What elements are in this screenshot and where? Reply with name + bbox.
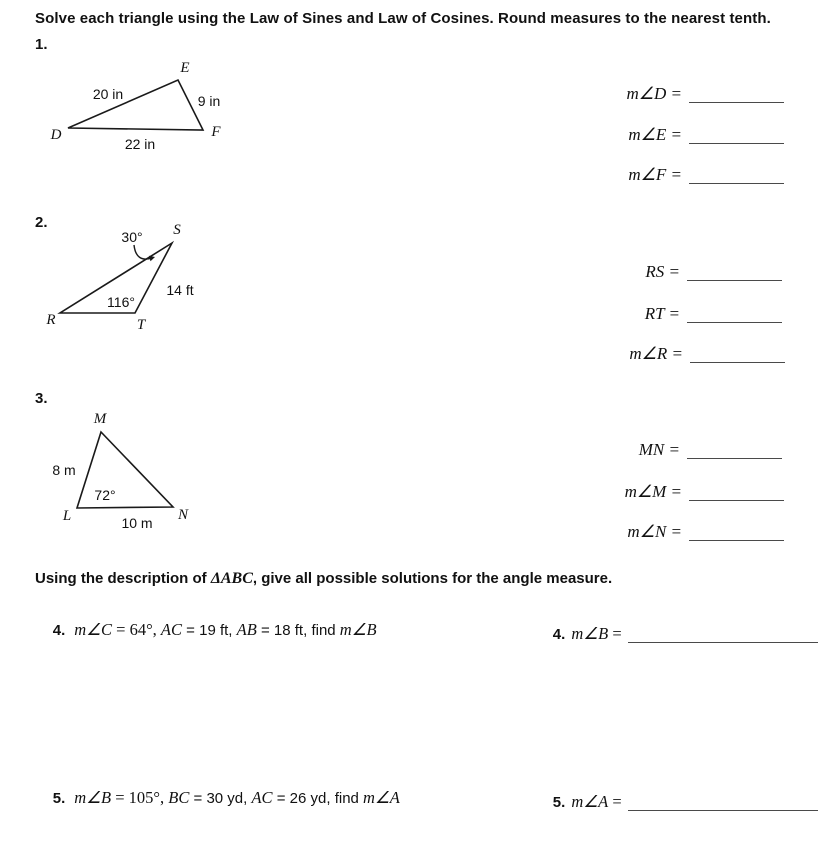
triangle-lmn-figure xyxy=(50,408,200,533)
question5-find-word: find xyxy=(334,790,364,807)
answer-blank-rt[interactable] xyxy=(687,308,782,323)
side-ef-measure: 9 in xyxy=(197,93,221,109)
triangle-def-shape xyxy=(68,80,203,130)
angle-leader-arrowhead xyxy=(149,256,155,261)
answer-label-angle-d: m∠D = xyxy=(626,84,682,103)
question5-answer-blank[interactable] xyxy=(628,796,818,811)
section2-instructions-pre: Using the description of xyxy=(35,570,211,587)
triangle-rst-figure xyxy=(40,222,240,337)
answer-blank-angle-n[interactable] xyxy=(689,526,784,541)
vertex-r-label: R xyxy=(46,312,56,328)
question4-var3: AB xyxy=(236,620,257,639)
problem3-number: 3. xyxy=(35,390,48,407)
question5-answer xyxy=(535,774,818,830)
triangle-def-figure xyxy=(40,55,240,155)
question4-given1: = 64°, xyxy=(112,620,161,639)
question4-var1: m∠C xyxy=(74,620,113,639)
question4-given3: = 18 ft, xyxy=(256,622,312,639)
answer-label-rt: RT = xyxy=(644,304,680,323)
answer-label-angle-e: m∠E = xyxy=(628,125,682,144)
question5-answer-number: 5. xyxy=(552,794,566,811)
question4-given2: = 19 ft, xyxy=(182,622,237,639)
answer-blank-angle-e[interactable] xyxy=(689,129,784,144)
side-df-measure: 22 in xyxy=(124,136,156,152)
question5-var2: BC xyxy=(168,788,190,807)
answer-label-angle-n: m∠N = xyxy=(627,522,682,541)
question4-number: 4. xyxy=(52,622,66,639)
answer-blank-angle-r[interactable] xyxy=(690,348,785,363)
question4-answer-var: m∠B xyxy=(567,624,609,643)
side-de-measure: 20 in xyxy=(92,86,124,102)
question4-answer xyxy=(535,606,818,662)
triangle-abc-symbol: ΔABC xyxy=(210,570,253,587)
question5-target-var: m∠A xyxy=(363,788,400,807)
answer-label-angle-r: m∠R = xyxy=(629,344,683,363)
angle-s-measure: 30° xyxy=(121,229,143,245)
question4-target-var: m∠B xyxy=(339,620,377,639)
side-lm-measure: 8 m xyxy=(52,462,76,478)
vertex-n-label: N xyxy=(177,507,189,523)
question5-given3: = 26 yd, xyxy=(272,790,335,807)
question5-text xyxy=(35,770,400,826)
question4-answer-blank[interactable] xyxy=(628,628,818,643)
answer-blank-mn[interactable] xyxy=(687,444,782,459)
vertex-m-label: M xyxy=(93,411,107,427)
question4-var2: AC xyxy=(160,620,183,639)
answer-blank-angle-d[interactable] xyxy=(689,88,784,103)
question5-given1: = 105°, xyxy=(111,788,169,807)
answer-label-mn: MN = xyxy=(638,440,680,459)
answer-blank-rs[interactable] xyxy=(687,266,782,281)
answer-label-angle-f: m∠F = xyxy=(628,165,682,184)
angle-t-measure: 116° xyxy=(107,294,135,310)
answer-label-angle-m: m∠M = xyxy=(624,482,682,501)
vertex-s-label: S xyxy=(173,222,181,238)
answer-blank-angle-f[interactable] xyxy=(689,169,784,184)
problem2-number: 2. xyxy=(35,214,48,231)
question5-answer-equals: = xyxy=(608,792,626,811)
angle-l-measure: 72° xyxy=(94,487,116,503)
vertex-e-label: E xyxy=(180,60,190,76)
vertex-f-label: F xyxy=(211,124,221,140)
vertex-l-label: L xyxy=(62,508,72,524)
question4-find-word: find xyxy=(311,622,340,639)
section2-instructions-post: , give all possible solutions for the angle measure. xyxy=(252,570,613,587)
question5-answer-var: m∠A xyxy=(567,792,609,811)
answer-label-rs: RS = xyxy=(645,262,680,281)
answer-row-angle-r xyxy=(612,326,785,382)
side-st-measure: 14 ft xyxy=(166,282,194,298)
answer-blank-angle-m[interactable] xyxy=(689,486,784,501)
question5-number: 5. xyxy=(52,790,66,807)
question4-answer-number: 4. xyxy=(552,626,566,643)
question5-given2: = 30 yd, xyxy=(189,790,252,807)
vertex-t-label: T xyxy=(136,317,146,333)
triangle-lmn-shape xyxy=(77,432,173,508)
problem1-number: 1. xyxy=(35,36,48,53)
question4-text xyxy=(35,602,377,658)
answer-row-angle-n xyxy=(610,504,784,560)
vertex-d-label: D xyxy=(50,127,62,143)
question5-var1: m∠B xyxy=(74,788,112,807)
answer-row-angle-f xyxy=(611,147,784,203)
worksheet-instructions: Solve each triangle using the Law of Sines and Law of Cosines. Round measures to the nearest tenth. xyxy=(35,10,771,27)
question4-answer-equals: = xyxy=(608,624,626,643)
section2-instructions xyxy=(35,570,612,588)
side-ln-measure: 10 m xyxy=(121,515,153,531)
question5-var3: AC xyxy=(251,788,273,807)
